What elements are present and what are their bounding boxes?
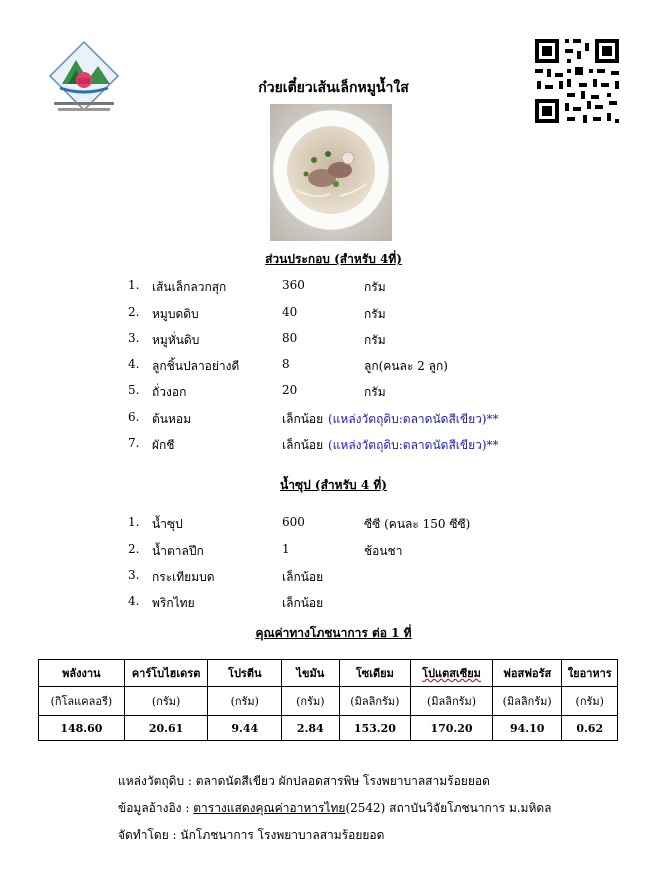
unit-cell: (กิโลแคลอรี) — [39, 687, 125, 716]
value-cell: 0.62 — [562, 716, 618, 741]
reference-link[interactable]: ตารางแสดงคุณค่าอาหารไทย — [193, 801, 346, 815]
recipe-title: ก๋วยเตี๋ยวเส้นเล็กหมูน้ำใส — [258, 80, 409, 96]
unit-cell: (มิลลิกรัม) — [339, 687, 411, 716]
header-sodium: โซเดียม — [339, 660, 411, 687]
nutrition-table — [38, 659, 618, 741]
ingredients-title: ส่วนประกอบ (สำหรับ 4ที่) — [265, 252, 402, 266]
unit-cell: (กรัม) — [208, 687, 282, 716]
source-note: (แหล่งวัตถุดิบ:ตลาดนัดสีเขียว)** — [328, 438, 499, 452]
value-cell: 20.61 — [124, 716, 208, 741]
nutrition-title: คุณค่าทางโภชนาการ ต่อ 1 ที่ — [255, 626, 412, 640]
header-protein: โปรตีน — [208, 660, 282, 687]
soup-title: น้ำซุป (สำหรับ 4 ที่) — [280, 478, 387, 492]
header-carbohydrate: คาร์โบไฮเดรต — [124, 660, 208, 687]
nutrition-units-row — [39, 687, 618, 716]
header-potassium: โปแตสเซียม — [411, 660, 493, 687]
value-cell: 9.44 — [208, 716, 282, 741]
value-cell: 148.60 — [39, 716, 125, 741]
noodle-soup-photo — [270, 104, 392, 241]
unit-cell: (กรัม) — [124, 687, 208, 716]
footer-source: แหล่งวัตถุดิบ : ตลาดนัดสีเขียว ผักปลอดสารพิษ โรงพยาบาลสามร้อยยอด — [118, 774, 490, 788]
value-cell: 94.10 — [492, 716, 562, 741]
unit-cell: (มิลลิกรัม) — [411, 687, 493, 716]
header-phosphorus: ฟอสฟอรัส — [492, 660, 562, 687]
value-cell: 2.84 — [282, 716, 339, 741]
nutrition-values-row — [39, 716, 618, 741]
unit-cell: (กรัม) — [562, 687, 618, 716]
source-note: (แหล่งวัตถุดิบ:ตลาดนัดสีเขียว)** — [328, 412, 499, 426]
footer-author: จัดทำโดย : นักโภชนาการ โรงพยาบาลสามร้อยยอด — [118, 828, 385, 842]
header-energy: พลังงาน — [39, 660, 125, 687]
unit-cell: (มิลลิกรัม) — [492, 687, 562, 716]
header-fiber: ใยอาหาร — [562, 660, 618, 687]
nutrition-header-row — [39, 660, 618, 687]
value-cell: 153.20 — [339, 716, 411, 741]
footer-reference: ข้อมูลอ้างอิง : ตารางแสดงคุณค่าอาหารไทย(2542) สถาบันวิจัยโภชนาการ ม.มหิดล — [118, 801, 552, 815]
value-cell: 170.20 — [411, 716, 493, 741]
unit-cell: (กรัม) — [282, 687, 339, 716]
header-fat: ไขมัน — [282, 660, 339, 687]
